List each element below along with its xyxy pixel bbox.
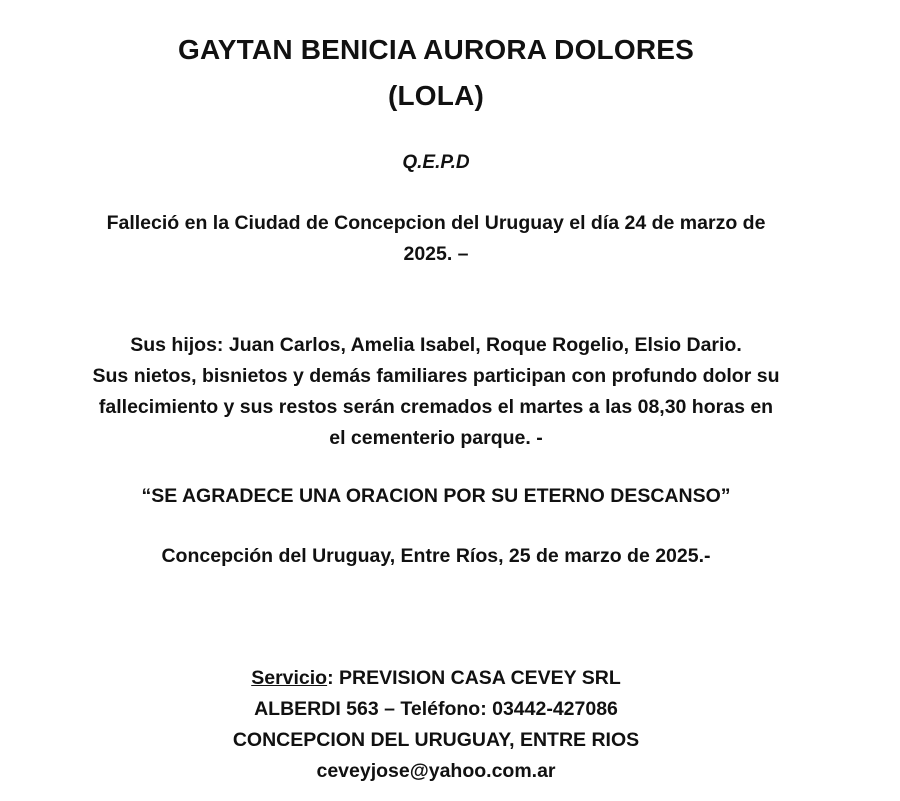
service-email: ceveyjose@yahoo.com.ar (316, 760, 556, 782)
family-line-3: fallecimiento y sus restos serán cremados el martes a las 08,30 horas en (98, 396, 774, 418)
death-notice-line-2: 2025. – (403, 243, 469, 265)
death-notice-line-1: Falleció en la Ciudad de Concepcion del Uruguay el día 24 de marzo de (106, 212, 766, 234)
service-separator: : (327, 667, 334, 689)
service-provider-line (0, 667, 872, 690)
service-name: PREVISION CASA CEVEY SRL (333, 667, 621, 689)
qepd-label: Q.E.P.D (402, 152, 470, 173)
prayer-request: “SE AGRADECE UNA ORACION POR SU ETERNO DESCANSO” (141, 485, 731, 507)
service-address-phone: ALBERDI 563 – Teléfono: 03442-427086 (254, 698, 618, 720)
place-and-date: Concepción del Uruguay, Entre Ríos, 25 de marzo de 2025.- (161, 545, 711, 567)
service-city: CONCEPCION DEL URUGUAY, ENTRE RIOS (232, 729, 640, 751)
service-label: Servicio (251, 667, 328, 689)
family-line-1: Sus hijos: Juan Carlos, Amelia Isabel, Roque Rogelio, Elsio Dario. (130, 334, 742, 356)
deceased-nickname: (LOLA) (387, 80, 485, 111)
deceased-name: GAYTAN BENICIA AURORA DOLORES (177, 34, 695, 65)
family-line-2: Sus nietos, bisnietos y demás familiares participan con profundo dolor su (92, 365, 780, 387)
family-line-4: el cementerio parque. - (329, 427, 543, 449)
